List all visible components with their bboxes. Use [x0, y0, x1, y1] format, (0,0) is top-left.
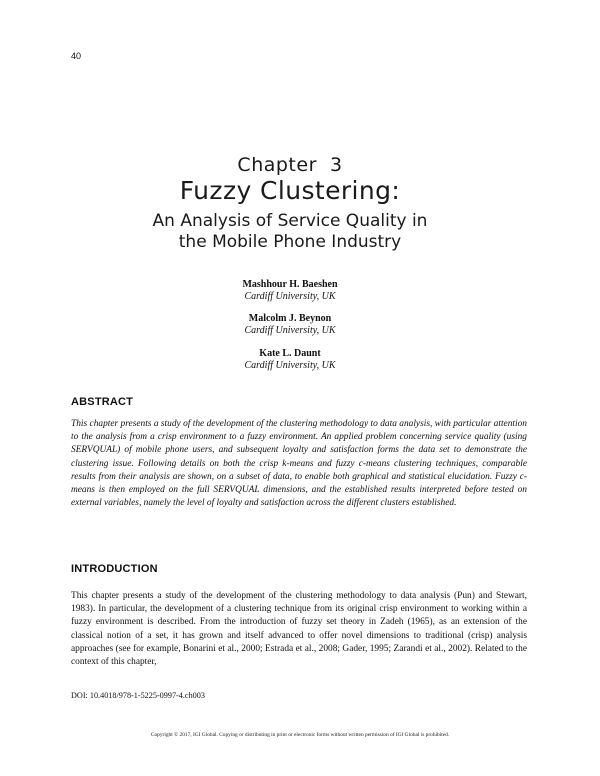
chapter-title: Fuzzy Clustering: [179, 176, 401, 205]
abstract-heading: ABSTRACT [71, 396, 134, 408]
author-affiliation: Cardiff University, UK [244, 360, 336, 371]
author-block [0, 313, 580, 337]
copyright-notice: Copyright © 2017, IGI Global. Copying or distributing in print or electronic forms without written permission of IGI Global is prohibited. [150, 732, 450, 738]
author-name: Malcolm J. Beynon [248, 313, 332, 324]
page-number: 40 [71, 51, 82, 61]
doi-line: DOI: 10.4018/978-1-5225-0997-4.ch003 [71, 691, 205, 700]
chapter-label: Chapter 3 [237, 154, 343, 176]
author-block [0, 348, 580, 372]
author-name: Mashhour H. Baeshen [242, 279, 338, 290]
author-name: Kate L. Daunt [259, 348, 321, 359]
chapter-subtitle-line-2: the Mobile Phone Industry [178, 232, 402, 252]
chapter-subtitle-line-1: An Analysis of Service Quality in [152, 211, 428, 231]
author-block [0, 279, 580, 303]
introduction-text: This chapter presents a study of the development of the clustering methodology to data analysis (Pun) and Stewart, 1983). In particular, the development of a clustering technique from its original crisp environment to working within a fuzzy environment is described. From the introduction of fuzzy set theory in Zadeh (1965), as an extension of the classical notion of a set, it has grown and itself advanced to offer novel dimensions to traditional (crisp) analysis approaches (see for example, Bonarini et al., 2000; Estrada et al., 2008; Gader, 1995; Zarandi et al., 2002). Related to the context of this chapter, [71, 591, 527, 668]
abstract-text: This chapter presents a study of the development of the clustering methodology to data analysis, with particular attention to the analysis from a crisp environment to a fuzzy environment. An applied problem concerning service quality (using SERVQUAL) of mobile phone users, and subsequent loyalty and satisfaction forms the data set to demonstrate the clustering issue. Following details on both the crisp k-means and fuzzy c-means clustering techniques, comparable results from their analysis are shown, on a subset of data, to enable both graphical and statistical elucidation. Fuzzy c-means is then employed on the full SERVQUAL dimensions, and the established results interpreted before tested on external variables, namely the level of loyalty and satisfaction across the different clusters established. [71, 419, 527, 509]
author-affiliation: Cardiff University, UK [244, 325, 336, 336]
introduction-heading: INTRODUCTION [71, 563, 158, 575]
author-affiliation: Cardiff University, UK [244, 291, 336, 302]
